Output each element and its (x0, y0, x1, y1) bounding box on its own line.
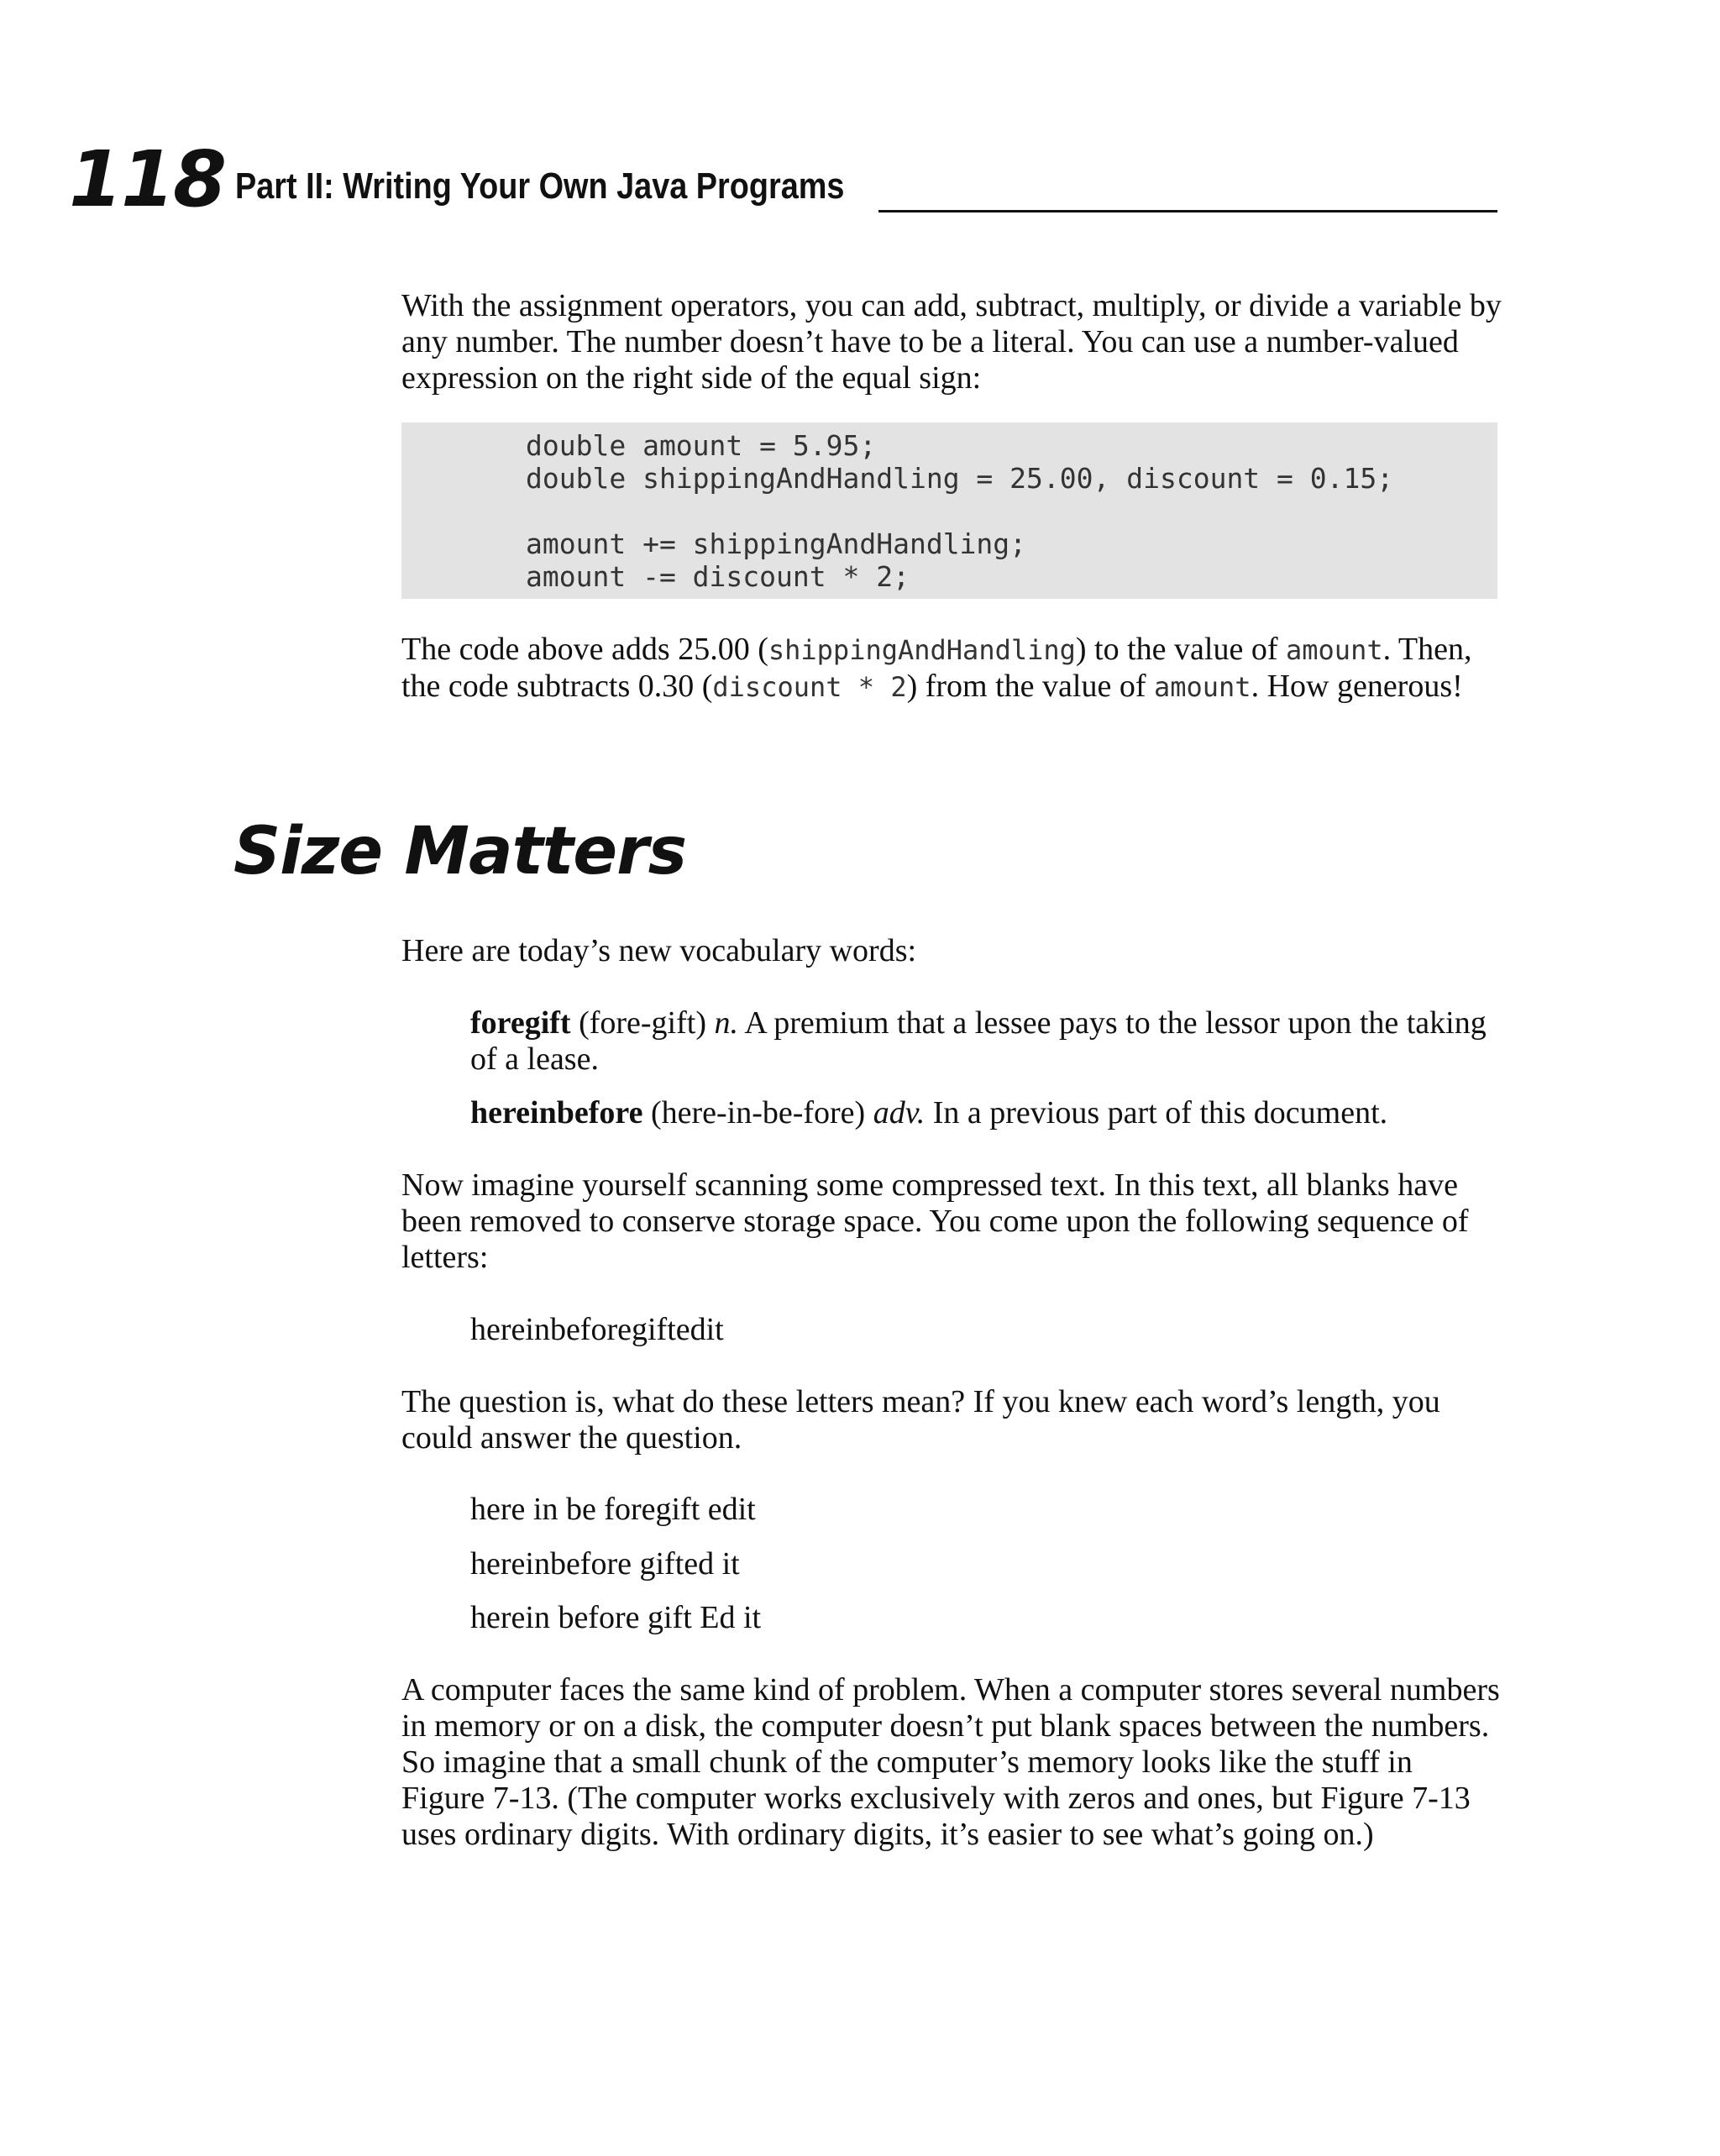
page-number: 118 (69, 134, 226, 224)
code-line: amount += shippingAndHandling; (526, 527, 1027, 560)
vocab-term: foregift (470, 1005, 571, 1041)
inline-code: amount (1286, 634, 1383, 666)
vocab-intro: Here are today’s new vocabulary words: (401, 933, 917, 968)
inline-code: amount (1153, 671, 1251, 703)
running-head: Part II: Writing Your Own Java Programs (235, 165, 845, 207)
code-line: amount -= discount * 2; (526, 560, 910, 593)
letter-sequence: hereinbeforegiftedit (470, 1312, 724, 1347)
vocab-pronunciation: (fore-gift) (570, 1005, 715, 1041)
vocab-part-of-speech: adv. (873, 1095, 926, 1130)
code-line: double shippingAndHandling = 25.00, discount = 0.15; (526, 462, 1394, 495)
vocab-entry-foregift (470, 1005, 1503, 1078)
reading-option: here in be foregift edit (470, 1492, 756, 1527)
explanation-text: ) to the value of (1075, 632, 1286, 667)
computer-paragraph: A computer faces the same kind of problem. When a computer stores several numbers in memory or on a disk, the computer doesn’t put blank spaces between the numbers. So imagine that a small chunk of the computer’s memory looks like the stuff in Figure 7-13. (The computer works exclusively with zeros and ones, but Figure 7-13 uses ordinary digits. With ordinary digits, it’s easier to see what’s going on.) (401, 1672, 1500, 1852)
vocab-entry-hereinbefore (470, 1095, 1503, 1131)
vocab-term: hereinbefore (470, 1095, 643, 1130)
explanation-text: The code above adds 25.00 ( (401, 632, 768, 667)
header-rule (878, 210, 1497, 212)
question-paragraph: The question is, what do these letters mean? If you knew each word’s length, you could answer the question. (401, 1384, 1440, 1456)
vocab-part-of-speech: n. (714, 1005, 738, 1041)
vocab-pronunciation: (here-in-be-fore) (642, 1095, 873, 1130)
inline-code: shippingAndHandling (768, 634, 1076, 666)
explanation-text: . How generous! (1251, 669, 1463, 704)
vocab-definition: In a previous part of this document. (925, 1095, 1388, 1130)
compressed-text-paragraph: Now imagine yourself scanning some compressed text. In this text, all blanks have been removed to conserve storage space. You come upon the following sequence of letters: (401, 1167, 1469, 1275)
code-block (401, 422, 1497, 599)
inline-code: discount * 2 (712, 671, 907, 703)
code-line: double amount = 5.95; (526, 429, 877, 462)
explanation-text: . Then, the code subtracts 0.30 ( (401, 632, 1472, 704)
explanation-text: ) from the value of (906, 669, 1154, 704)
vocab-definition: A premium that a lessee pays to the lessor upon the taking of a lease. (470, 1005, 1487, 1077)
intro-paragraph: With the assignment operators, you can add, subtract, multiply, or divide a variable by any number. The number doesn’t have to be a literal. You can use a number-valued expression on the right side of the equal sign: (401, 288, 1502, 396)
explanation-paragraph (401, 632, 1502, 706)
reading-option: hereinbefore gifted it (470, 1546, 740, 1582)
section-heading: Size Matters (233, 814, 686, 889)
reading-option: herein before gift Ed it (470, 1600, 762, 1635)
